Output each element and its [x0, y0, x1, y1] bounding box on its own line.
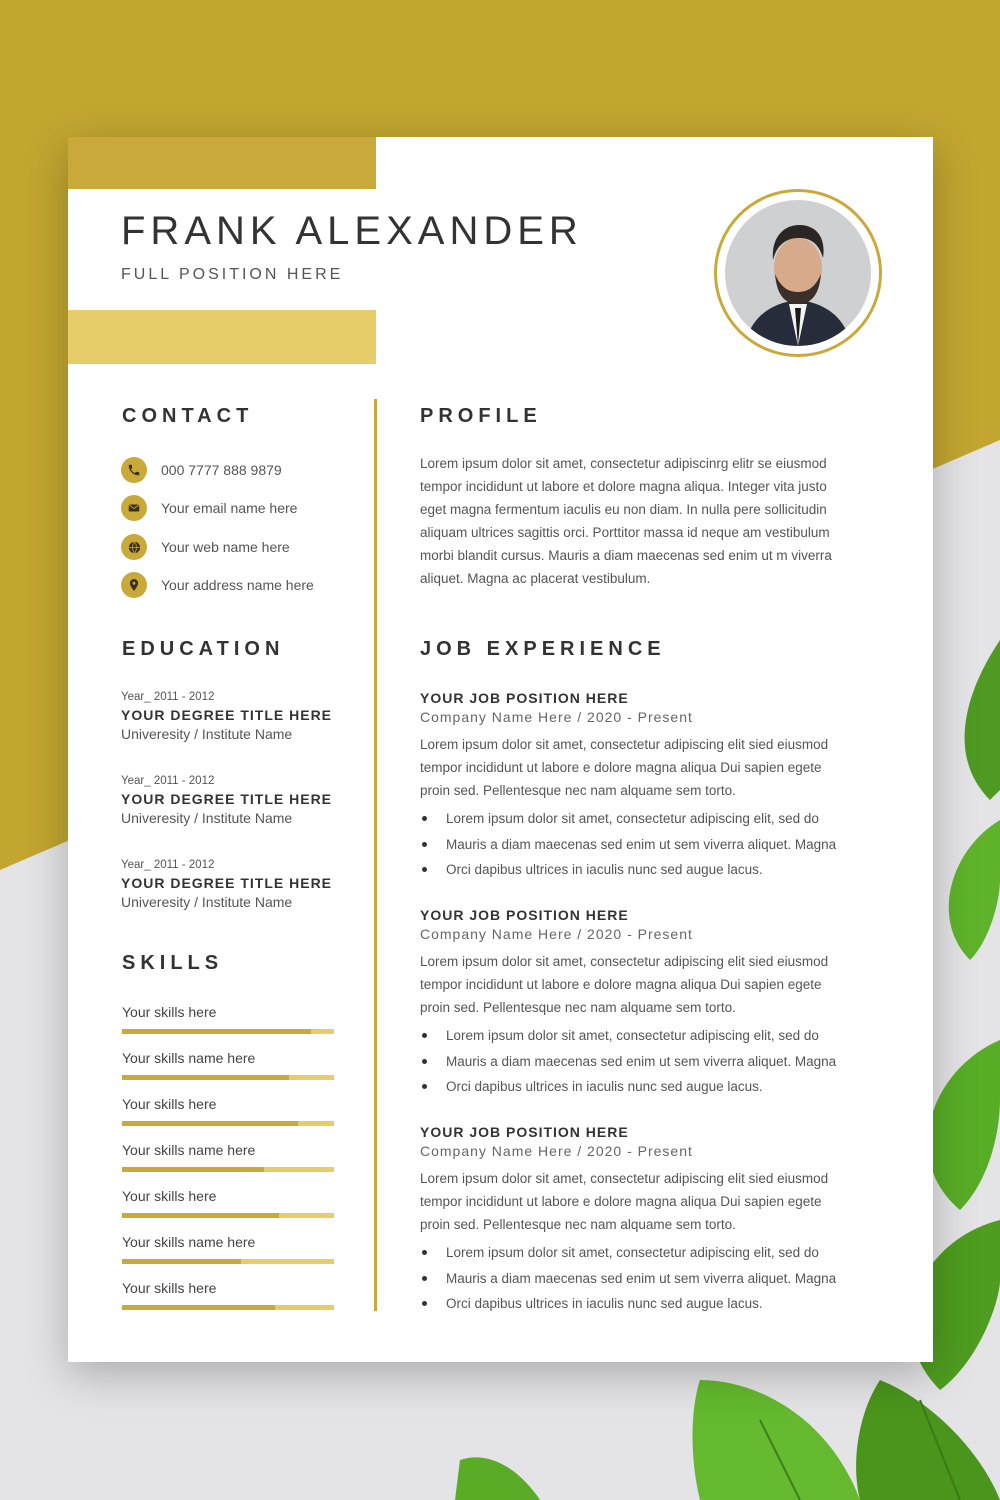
job-bullet [420, 1266, 890, 1292]
skill-item [122, 1003, 334, 1034]
skill-bar-fill [122, 1213, 279, 1218]
job-description-line: Lorem ipsum dolor sit amet, consectetur adipiscing elit sied eiusmod [420, 954, 829, 969]
education-degree: YOUR DEGREE TITLE HERE [121, 707, 333, 723]
bullet-dot-icon [422, 842, 427, 847]
job-bullet [420, 1291, 890, 1317]
skill-label: Your skills here [122, 1280, 217, 1296]
job-description-line: proin sed. Pellentesque nec nam alquame sem torto. [420, 783, 736, 798]
skill-bar-track [122, 1121, 334, 1126]
education-institute: Univeresity / Institute Name [121, 810, 293, 826]
job-description-line: tempor incididunt ut labore e dolore magna aliqua Dui sapien egete [420, 760, 822, 775]
education-heading: EDUCATION [122, 638, 285, 660]
bullet-dot-icon [422, 1059, 427, 1064]
skill-bar-fill [122, 1029, 311, 1034]
job-bullet-text: Orci dapibus ultrices in iaculis nunc sed augue lacus. [446, 1296, 763, 1311]
profile-text [420, 452, 890, 590]
education-institute: Univeresity / Institute Name [121, 894, 293, 910]
bullet-dot-icon [422, 1250, 427, 1255]
job-bullet [420, 1240, 890, 1266]
education-degree: YOUR DEGREE TITLE HERE [121, 875, 333, 891]
education-year: Year_ 2011 - 2012 [121, 691, 215, 703]
job-company: Company Name Here / 2020 - Present [420, 926, 693, 942]
job-description [420, 1167, 890, 1236]
phone-icon [121, 457, 147, 483]
bullet-dot-icon [422, 1301, 427, 1306]
skill-item [122, 1141, 334, 1172]
job-bullet-text: Lorem ipsum dolor sit amet, consectetur adipiscing elit, sed do [446, 1028, 819, 1043]
job-entry [420, 689, 890, 883]
skill-label: Your skills name here [122, 1050, 256, 1066]
skill-label: Your skills here [122, 1004, 217, 1020]
profile-line: morbi blandit cursus. Mauris a diam maecenas sed enim ut m viverra [420, 548, 832, 563]
job-bullet [420, 806, 890, 832]
skill-bar-fill [122, 1259, 241, 1264]
profile-line: Lorem ipsum dolor sit amet, consectetur adipiscinrg elitr se eiusmod [420, 456, 827, 471]
skill-bar-fill [122, 1167, 264, 1172]
contact-item-web[interactable] [121, 533, 290, 561]
profile-line: aliquam ultrices sagittis orci. Porttitor massa id neque am vestibulum [420, 525, 830, 540]
header-accent-band-bottom [68, 310, 376, 364]
skill-bar-track [122, 1213, 334, 1218]
job-bullet-text: Mauris a diam maecenas sed enim ut sem viverra aliquet. Magna [446, 1053, 837, 1069]
profile-line: aliquet. Magna ac placerat vestibulum. [420, 571, 651, 586]
education-institute: Univeresity / Institute Name [121, 726, 293, 742]
skills-heading: SKILLS [122, 952, 224, 974]
job-description [420, 950, 890, 1019]
job-bullet-list [420, 1240, 890, 1317]
job-description-line: proin sed. Pellentesque nec nam alquame sem torto. [420, 1000, 736, 1015]
job-entry [420, 1123, 890, 1317]
candidate-name: FRANK ALEXANDER [121, 209, 583, 253]
education-entry [121, 773, 332, 827]
contact-item-email[interactable] [121, 494, 297, 522]
globe-icon [121, 534, 147, 560]
job-bullet-text: Mauris a diam maecenas sed enim ut sem viverra aliquet. Magna [446, 1270, 837, 1286]
skill-item [122, 1187, 334, 1218]
job-description [420, 733, 890, 802]
education-year: Year_ 2011 - 2012 [121, 859, 215, 871]
header-accent-band-top [68, 137, 376, 189]
job-bullet [420, 832, 890, 858]
contact-item-address[interactable] [121, 571, 314, 599]
education-degree: YOUR DEGREE TITLE HERE [121, 791, 333, 807]
bullet-dot-icon [422, 1276, 427, 1281]
job-description-line: tempor incididunt ut labore e dolore magna aliqua Dui sapien egete [420, 1194, 822, 1209]
skill-label: Your skills here [122, 1188, 217, 1204]
skill-bar-fill [122, 1075, 289, 1080]
skill-item [122, 1233, 334, 1264]
job-bullet [420, 1049, 890, 1075]
bullet-dot-icon [422, 1033, 427, 1038]
bullet-dot-icon [422, 816, 427, 821]
bullet-dot-icon [422, 1084, 427, 1089]
job-description-line: Lorem ipsum dolor sit amet, consectetur adipiscing elit sied eiusmod [420, 1171, 829, 1186]
education-entry [121, 857, 332, 911]
job-company: Company Name Here / 2020 - Present [420, 709, 693, 725]
job-description-line: Lorem ipsum dolor sit amet, consectetur adipiscing elit sied eiusmod [420, 737, 829, 752]
candidate-position: FULL POSITION HERE [121, 266, 344, 283]
job-bullet-text: Lorem ipsum dolor sit amet, consectetur adipiscing elit, sed do [446, 811, 819, 826]
profile-heading: PROFILE [420, 405, 542, 427]
job-position: YOUR JOB POSITION HERE [420, 690, 629, 706]
profile-photo [725, 200, 871, 346]
job-description-line: tempor incididunt ut labore e dolore magna aliqua Dui sapien egete [420, 977, 822, 992]
skill-bar-fill [122, 1305, 275, 1310]
job-company: Company Name Here / 2020 - Present [420, 1143, 693, 1159]
resume-page [68, 137, 933, 1362]
profile-line: tempor incididunt ut labore et dolore magna aliqua. Integer vita justo [420, 479, 827, 494]
job-bullet-list [420, 1023, 890, 1100]
job-entry [420, 906, 890, 1100]
skill-label: Your skills name here [122, 1234, 256, 1250]
skill-bar-track [122, 1259, 334, 1264]
profile-photo-frame [714, 189, 882, 357]
contact-email-text: Your email name here [161, 500, 298, 516]
contact-phone-text: 000 7777 888 9879 [161, 462, 282, 478]
job-bullet [420, 1023, 890, 1049]
education-entry [121, 689, 332, 743]
contact-web-text: Your web name here [161, 539, 290, 555]
location-pin-icon [121, 572, 147, 598]
skill-bar-fill [122, 1121, 298, 1126]
contact-item-phone[interactable] [121, 456, 282, 484]
education-year: Year_ 2011 - 2012 [121, 775, 215, 787]
skill-label: Your skills here [122, 1096, 217, 1112]
skill-bar-track [122, 1029, 334, 1034]
job-bullet [420, 1074, 890, 1100]
job-position: YOUR JOB POSITION HERE [420, 907, 629, 923]
column-divider [374, 399, 377, 1311]
skill-item [122, 1279, 334, 1310]
skill-bar-track [122, 1075, 334, 1080]
job-bullet [420, 857, 890, 883]
contact-heading: CONTACT [122, 405, 254, 427]
email-icon [121, 495, 147, 521]
skill-bar-track [122, 1167, 334, 1172]
job-experience-heading: JOB EXPERIENCE [420, 638, 666, 660]
skill-bar-track [122, 1305, 334, 1310]
bullet-dot-icon [422, 867, 427, 872]
skill-item [122, 1049, 334, 1080]
job-bullet-text: Mauris a diam maecenas sed enim ut sem viverra aliquet. Magna [446, 836, 837, 852]
profile-line: eget magna fermentum iaculis eu non diam. In nulla pere sollicitudin [420, 502, 827, 517]
skill-item [122, 1095, 334, 1126]
job-position: YOUR JOB POSITION HERE [420, 1124, 629, 1140]
skill-label: Your skills name here [122, 1142, 256, 1158]
job-bullet-text: Lorem ipsum dolor sit amet, consectetur adipiscing elit, sed do [446, 1245, 819, 1260]
job-bullet-list [420, 806, 890, 883]
contact-address-text: Your address name here [161, 577, 314, 593]
job-bullet-text: Orci dapibus ultrices in iaculis nunc sed augue lacus. [446, 1079, 763, 1094]
job-bullet-text: Orci dapibus ultrices in iaculis nunc sed augue lacus. [446, 862, 763, 877]
job-description-line: proin sed. Pellentesque nec nam alquame sem torto. [420, 1217, 736, 1232]
